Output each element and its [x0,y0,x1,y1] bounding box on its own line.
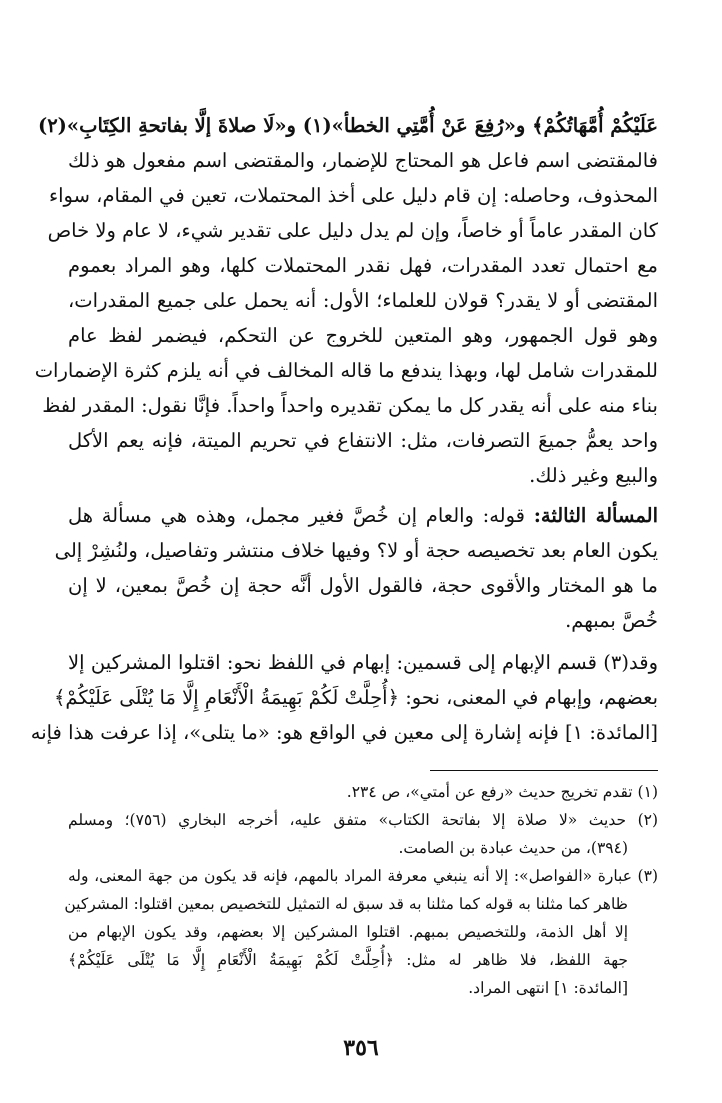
text-line: واحد يعمُّ جميعَ التصرفات، مثل: الانتفاع في تحريم الميتة، فإنه يعم الأكل [68,429,658,452]
paragraph-2 [54,498,658,638]
text-line: كان المقدر عاماً أو خاصاً، وإن لم يدل دليل على تقدير شيء، لا عام ولا خاص [47,219,658,242]
text-line: والبيع وغير ذلك. [529,464,658,487]
text-line: خُصَّ بمبهم. [565,609,658,632]
text-line: للمقدرات شامل لها، وبهذا يندفع ما قاله المخالف في أنه يلزم كثرة الإضمارات [34,359,658,382]
footnote-number: (٣) [637,867,658,885]
text-line: مع احتمال تعدد المقدرات، فهل نقدر المحتملات كلها، وهو المراد بعموم [68,254,658,277]
text-line: المقتضى أو لا يقدر؟ قولان للعلماء؛ الأول: أنه يحمل على جميع المقدرات، [68,289,658,312]
footnote-line: ظاهر كما مثلنا به قوله كما مثلنا به قد سبق له التمثيل للتخصيص بمعين اقتلوا: المشركين [64,895,628,913]
page-number: ٣٥٦ [343,1035,379,1061]
section-heading: المسألة الثالثة: [533,504,658,527]
footnote-number: (١) [637,783,658,801]
text-line: فالمقتضى اسم فاعل هو المحتاج للإضمار، والمقتضى اسم مفعول هو ذلك [68,149,658,172]
footnote-line: [المائدة: ١] انتهى المراد. [468,979,628,997]
text-line: المحذوف، وحاصله: إن قام دليل على أخذ المحتملات، تعين في المقام، سواء [48,184,658,207]
footnote-2 [68,806,658,862]
text-line: يكون العام بعد تخصيصه حجة أو لا؟ وفيها خلاف منتشر وتفاصيل، ولنُشِرْ إلى [54,539,658,562]
footnote-text: حديث «لا صلاة إلا بفاتحة الكتاب» متفق عليه، أخرجه البخاري (٧٥٦)؛ ومسلم [68,811,627,829]
footnote-text: عبارة «الفواصل»: إلا أنه ينبغي معرفة المراد بالمهم، فإنه قد يكون من جهة المعنى، وله [68,867,632,885]
text-line: ما هو المختار والأقوى حجة، فالقول الأول أنَّه حجة إن خُصَّ بمعين، لا إن [68,574,658,597]
footnote-line [68,862,658,890]
text-line [68,498,658,533]
footnote-number: (٢) [637,811,659,829]
text-line: وقد(٣) قسم الإبهام إلى قسمين: إبهام في اللفظ نحو: اقتلوا المشركين إلا [68,651,658,674]
footnote-line [68,806,658,834]
text-line: بعضهم، وإبهام في المعنى، نحو: ﴿أُحِلَّتْ لَكُمْ بَهِيمَةُ الْأَنْعَامِ إِلَّا مَا يُتْلَى عَلَيْكُمْ﴾ [53,686,658,709]
text-line: عَلَيْكُمْ أُمَّهَاتُكُمْ﴾ و«رُفِعَ عَنْ أُمَّتِي الخطأ»(١) و«لَا صلاةَ إلَّا بفاتحةِ الكِتَابِ»(٢) [37,114,658,137]
footnote-1 [68,778,658,806]
text-line: [المائدة: ١] فإنه إشارة إلى معين في الواقع هو: «ما يتلى»، إذا عرفت هذا فإنه [30,721,658,744]
text-line: وهو قول الجمهور، وهو المتعين للخروج عن التحكم، فيضمر لفظ عام [68,324,658,347]
text-line: بناء منه على أنه يقدر كل ما يمكن تقديره واحداً واحداً. فإنَّا نقول: المقدر لفظ [42,394,658,417]
footnotes [64,778,659,1002]
footnote-line: (٣٩٤)، من حديث عبادة بن الصامت. [398,839,628,857]
footnote-separator [430,770,658,771]
paragraph-3 [30,645,658,750]
footnote-text: تقدم تخريج حديث «رفع عن أمتي»، ص ٢٣٤. [346,783,633,801]
text-line-rest: قوله: والعام إن خُصَّ فغير مجمل، وهذه هي مسألة هل [68,504,534,527]
footnote-3 [64,862,658,1002]
paragraph-1 [34,108,658,493]
footnote-line: جهة اللفظ، فلا ظاهر له مثل: ﴿أُحِلَّتْ لَكُمْ بَهِيمَةُ الْأَنْعَامِ إِلَّا مَا يُتْلَى عَلَيْكُمْ﴾ [68,951,628,969]
footnote-line: إلا أهل الذمة، وللتخصيص بمبهم. اقتلوا المشركين إلا بعضهم، وقد يكون الإبهام من [68,923,628,941]
footnote-line [68,778,658,806]
